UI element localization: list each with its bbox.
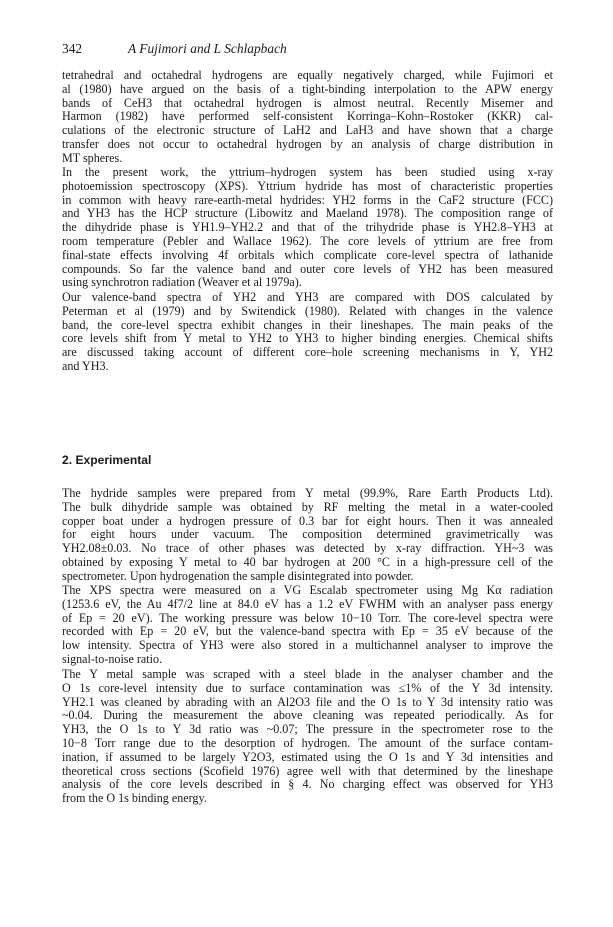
paragraph-1	[62, 69, 553, 166]
text-line: The XPS spectra were measured on a VG Escalab spectrometer using Mg Kα radiation	[62, 584, 553, 597]
text-line: copper boat under a hydrogen pressure of 0.3 bar for eight hours. Then it was annealed	[62, 514, 553, 528]
paragraph-3	[62, 291, 553, 374]
text-line: Our valence-band spectra of YH2 and YH3 are compared with DOS calculated by	[62, 291, 553, 304]
text-line: are discussed taking account of different core–hole screening mechanisms in Y, YH2	[62, 346, 553, 360]
text-line: YH2.08±0.03. No trace of other phases was detected by x-ray diffraction. YH~3 was	[62, 542, 553, 556]
text-line: Harmon (1982) have performed self-consistent Korringa–Kohn–Rostoker (KKR) cal-	[62, 110, 553, 124]
text-line: ination, if assumed to be largely Y2O3, estimated using the O 1s and Y 3d intensities and	[62, 750, 553, 764]
text-line: The Y metal sample was scraped with a steel blade in the analyser chamber and the	[62, 668, 553, 681]
text-line: for eight hours under vacuum. The composition determined gravimetrically was	[62, 528, 553, 542]
paragraph-6	[62, 668, 553, 806]
running-head: A Fujimori and L Schlapbach	[128, 41, 287, 56]
text-line: the dihydride phase is YH1.9–YH2.2 and that of the trihydride phase is YH2.8–YH3 at	[62, 221, 553, 235]
text-line: In the present work, the yttrium–hydrogen system has been studied using x-ray	[62, 166, 553, 179]
text-line: signal-to-noise ratio.	[62, 652, 163, 666]
text-line: ~0.04. During the measurement the above cleaning was repeated periodically. As for	[62, 709, 553, 723]
text-line: using synchrotron radiation (Weaver et al 1979a).	[62, 276, 302, 290]
paragraph-4	[62, 487, 553, 584]
text-line: compounds. So far the valence band and outer core levels of YH2 has been measured	[62, 262, 553, 276]
text-line: Peterman et al (1979) and by Switendick (1980). Related with changes in the valence	[62, 304, 553, 318]
text-line: theoretical cross sections (Scofield 1976) agree well with that determined by the lineshape	[62, 764, 553, 778]
section-heading: 2. Experimental	[62, 453, 152, 467]
text-line: YH3, the O 1s to Y 3d ratio was ~0.07; The pressure in the spectrometer rose to the	[62, 723, 553, 737]
paragraph-2	[62, 166, 553, 290]
text-line: tetrahedral and octahedral hydrogens are equally negatively charged, while Fujimori et	[62, 69, 553, 82]
text-line: The hydride samples were prepared from Y metal (99.9%, Rare Earth Products Ltd).	[62, 487, 553, 500]
text-line: spectrometer. Upon hydrogenation the sample disintegrated into powder.	[62, 569, 414, 583]
text-line: The bulk dihydride sample was obtained by RF melting the metal in a water-cooled	[62, 500, 553, 514]
text-line: low intensity. Spectra of YH3 were also stored in a multichannel analyser to improve the	[62, 639, 553, 653]
text-line: room temperature (Pebler and Wallace 1962). The core levels of yttrium are free from	[62, 234, 553, 248]
text-line: and YH3.	[62, 359, 109, 373]
text-line: obtained by exposing Y metal to 40 bar hydrogen at 200 °C in a high-pressure cell of the	[62, 555, 553, 569]
text-line: YH2.1 was cleaned by abrading with an Al2O3 file and the O 1s to Y 3d intensity ratio was	[62, 695, 553, 709]
text-line: 10−8 Torr range due to the desorption of hydrogen. The amount of the surface contam-	[62, 736, 553, 750]
text-line: core levels shift from Y metal to YH2 to YH3 to higher binding energies. Chemical shifts	[62, 332, 553, 346]
text-line: band, the core-level spectra exhibit changes in their lineshapes. The main peaks of the	[62, 318, 553, 332]
paragraph-5	[62, 584, 553, 667]
text-line: bands of CeH3 that octahedral hydrogen is almost neutral. Recently Misemer and	[62, 96, 553, 110]
text-line: of Ep = 20 eV). The working pressure was below 10−10 Torr. The core-level spectra were	[62, 611, 553, 625]
text-line: al (1980) have argued on the basis of a tight-binding interpolation to the APW energy	[62, 82, 553, 96]
page-number: 342	[62, 41, 83, 56]
text-line: analysis of the core levels described in § 4. No charging effect was observed for YH3	[62, 778, 553, 792]
text-line: and YH3 has the HCP structure (Libowitz and Maeland 1978). The composition range of	[62, 207, 553, 221]
text-line: in common with heavy rare-earth-metal hydrides: YH2 forms in the CaF2 structure (FCC)	[62, 193, 553, 207]
text-line: O 1s core-level intensity due to surface contamination was ≤1% of the Y 3d intensity.	[62, 681, 553, 695]
text-line: culations of the electronic structure of LaH2 and LaH3 and have shown that a charge	[62, 124, 553, 138]
text-line: final-state effects involving 4f orbitals which complicate core-level spectra of lathanide	[62, 248, 553, 262]
text-line: from the O 1s binding energy.	[62, 792, 207, 806]
text-line: photoemission spectroscopy (XPS). Yttrium hydride has most of characteristic properties	[62, 179, 553, 193]
text-line: MT spheres.	[62, 151, 123, 165]
text-line: transfer does not occur to octahedral hydrogen by an analysis of charge distribution in	[62, 137, 553, 151]
text-line: recorded with Ep = 20 eV, but the valence-band spectra with Ep = 35 eV because of the	[62, 625, 553, 639]
text-line: (1253.6 eV, the Au 4f7/2 line at 84.0 eV has a 1.2 eV FWHM with an analyser pass energy	[62, 597, 553, 611]
